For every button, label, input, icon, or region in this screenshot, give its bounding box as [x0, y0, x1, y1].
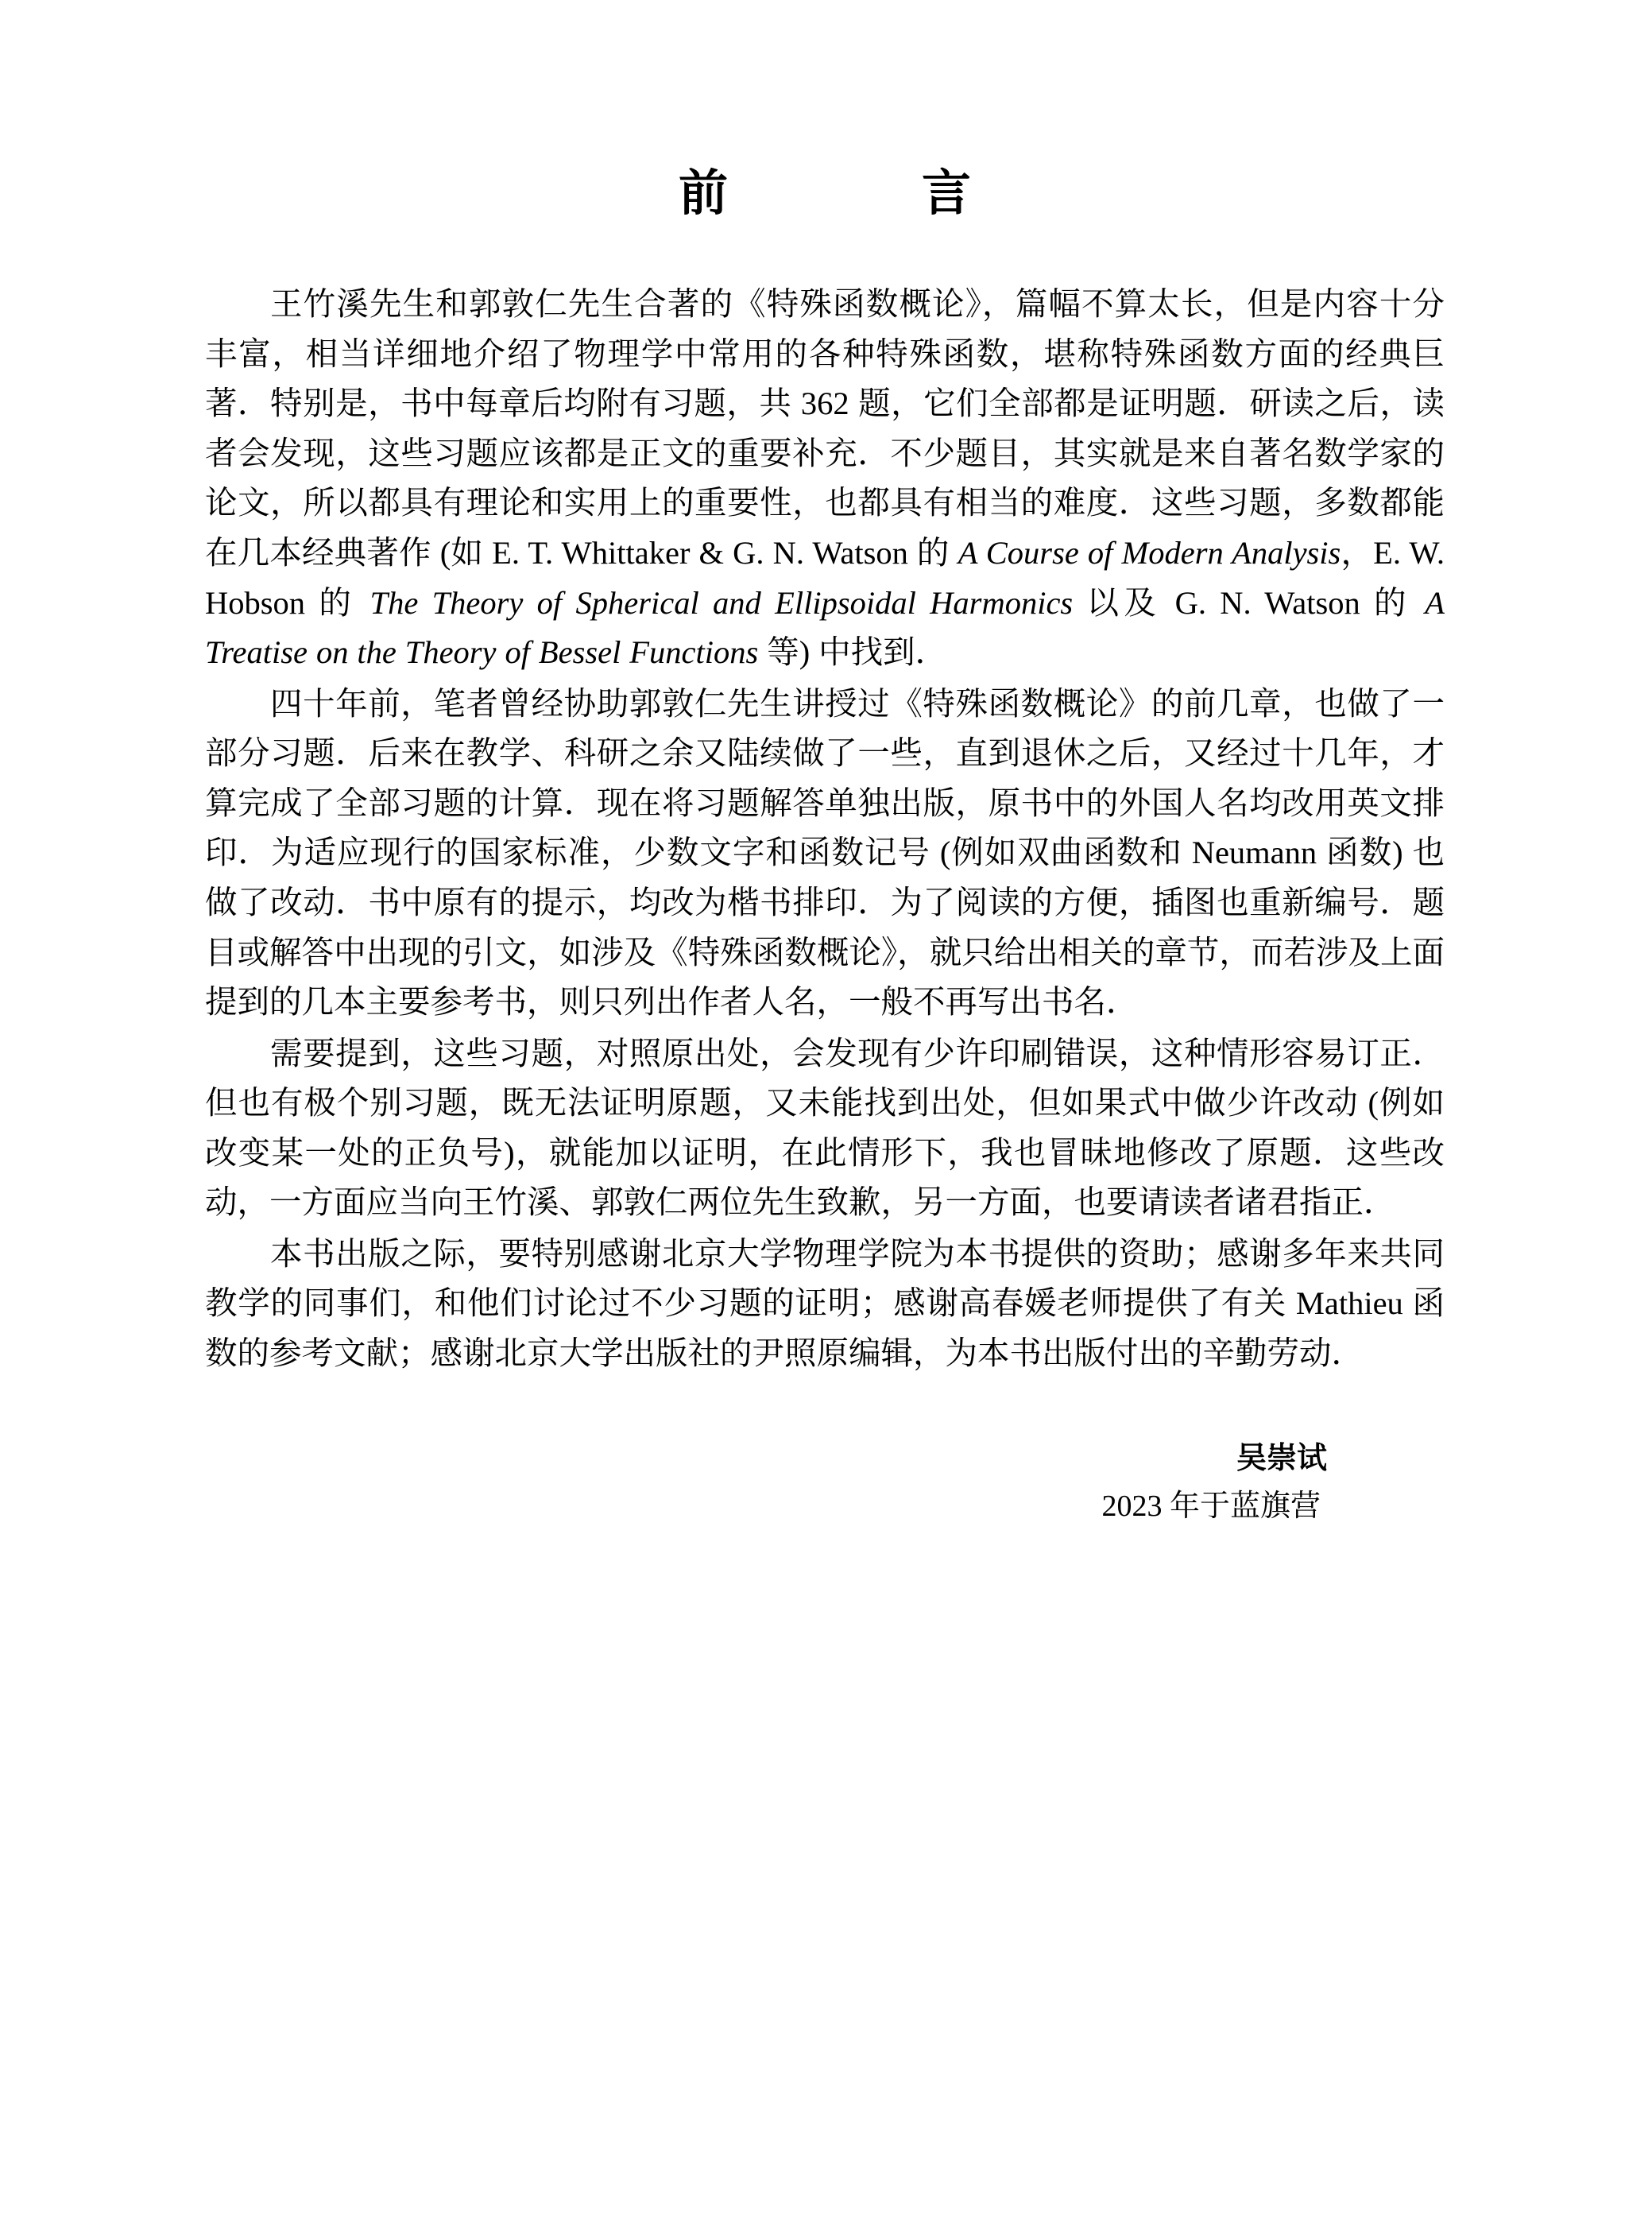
- paragraph-3: 需要提到，这些习题，对照原出处，会发现有少许印刷错误，这种情形容易订正．但也有极个别习题，既无法证明原题，又未能找到出处，但如果式中做少许改动 (例如改变某一处的正负号)，就能加以证明，在此情形下，我也冒昧地修改了原题．这些改动，一方面应当向王竹溪、郭敦仁两位先生致歉，另一方面，也要请读者诸君指正．: [205, 1035, 1445, 1221]
- page-content: [205, 167, 1445, 1531]
- page-title: 前 言: [678, 166, 1003, 221]
- paragraph-2: 四十年前，笔者曾经协助郭敦仁先生讲授过《特殊函数概论》的前几章，也做了一部分习题．后来在教学、科研之余又陆续做了一些，直到退休之后，又经过十几年，才算完成了全部习题的计算．现在将习题解答单独出版，原书中的外国人名均改用英文排印．为适应现行的国家标准，少数文字和函数记号 (例如双曲函数和 Neumann 函数) 也做了改动．书中原有的提示，均改为楷书排印．为了阅读的方便，插图也重新编号．题目或解答中出现的引文，如涉及《特殊函数概论》，就只给出相关的章节，而若涉及上面提到的几本主要参考书，则只列出作者人名，一般不再写出书名．: [205, 685, 1445, 1021]
- paragraph-4: 本书出版之际，要特别感谢北京大学物理学院为本书提供的资助；感谢多年来共同教学的同事们，和他们讨论过不少习题的证明；感谢高春媛老师提供了有关 Mathieu 函数的参考文献；感谢北京大学出版社的尹照原编辑，为本书出版付出的辛勤劳动．: [205, 1235, 1445, 1371]
- paragraph-1: [205, 280, 1445, 678]
- signature-date: 2023 年于蓝旗营: [1101, 1490, 1321, 1524]
- signature-block: [205, 1435, 1445, 1532]
- paragraph-1-text: 王竹溪先生和郭敦仁先生合著的《特殊函数概论》，篇幅不算太长，但是内容十分丰富，相当详细地介绍了物理学中常用的各种特殊函数，堪称特殊函数方面的经典巨著．特别是，书中每章后均附有习题，共 362 题，它们全部都是证明题．研读之后，读者会发现，这些习题应该都是正文的重要补充．不少题目，其实就是来自著名数学家的论文，所以都具有理论和实用上的重要性，也都具有相当的难度．这些习题，多数都能在几本经典著作 (如 E. T. Whittaker & G. N. Watson 的 A Course of Modern Analysis，E. W. Hobson 的 The Theory of Spherical and Ellipsoidal Harmonics 以及 G. N. Watson 的 A Treatise on the Theory of Bessel Functions 等) 中找到．: [205, 286, 1445, 671]
- signature-name: 吴崇试: [1236, 1441, 1327, 1475]
